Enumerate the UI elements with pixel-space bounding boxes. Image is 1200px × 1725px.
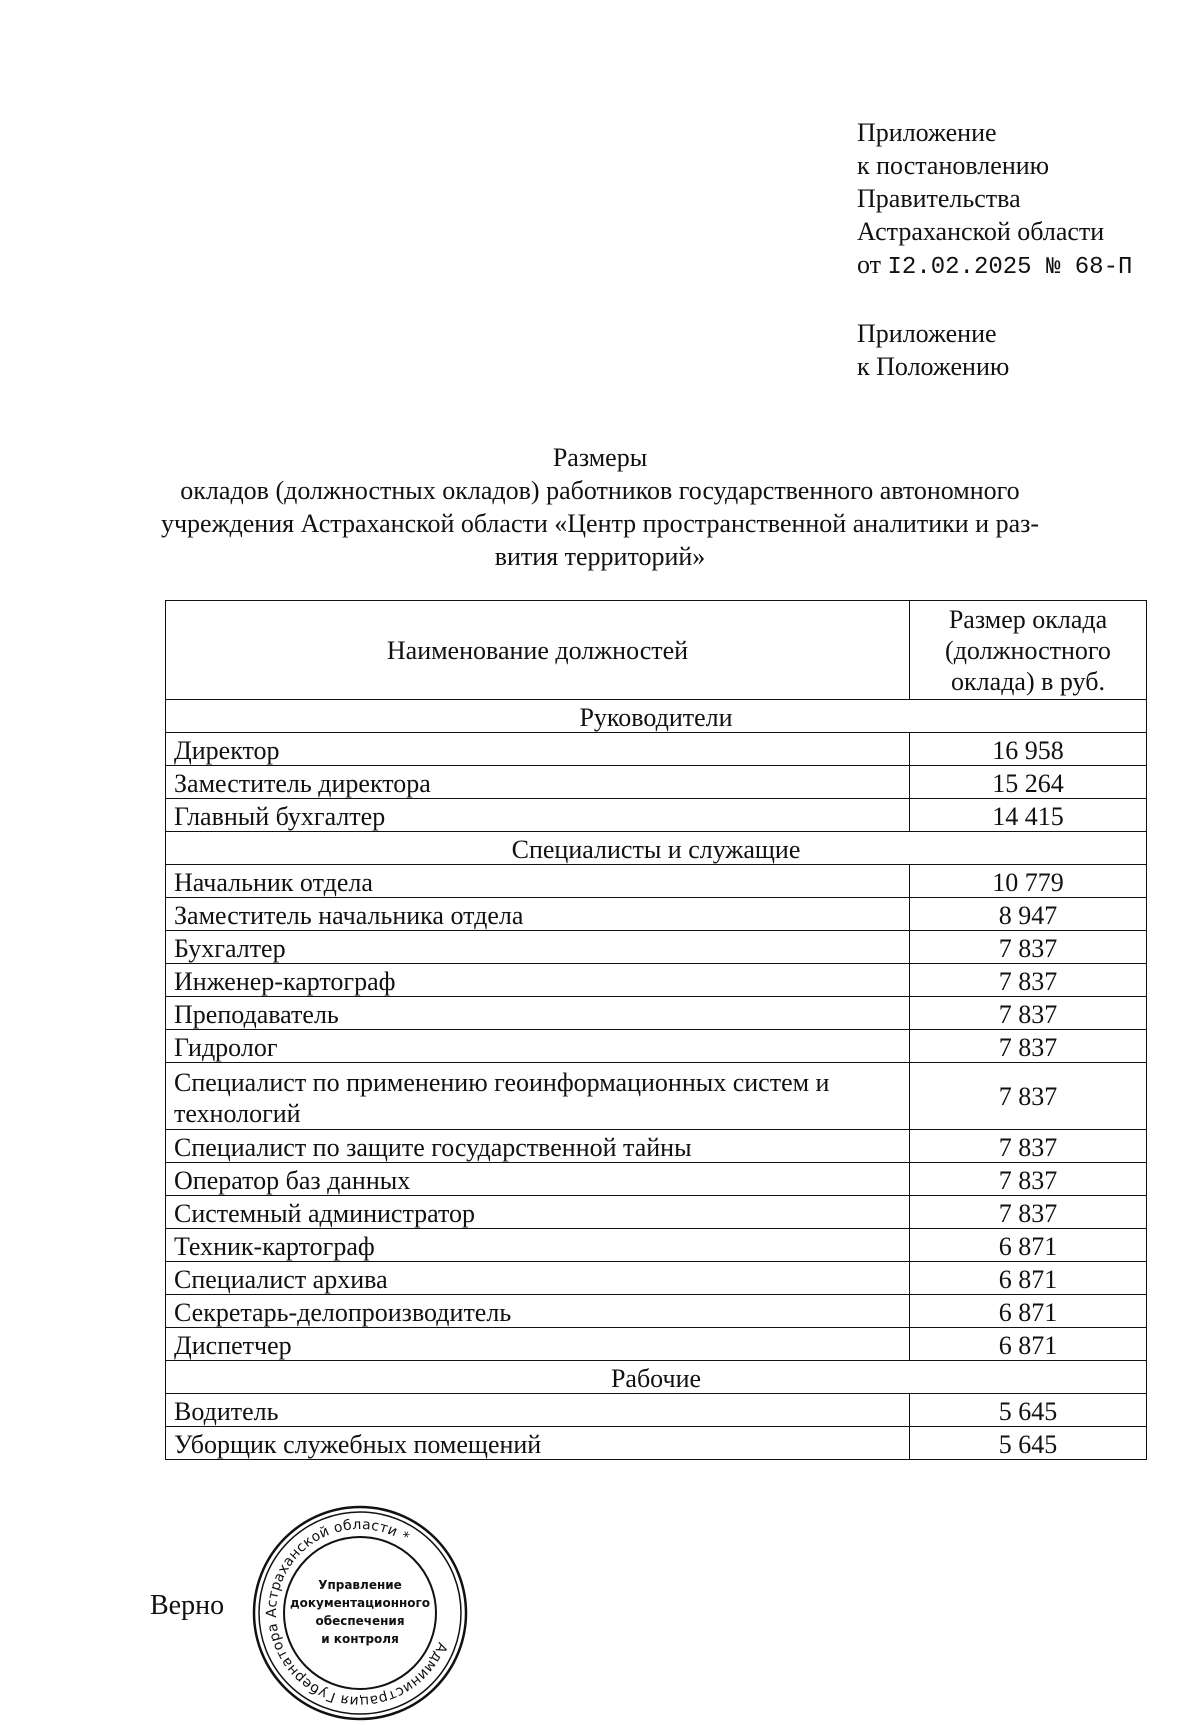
- table-row: [166, 799, 1147, 832]
- appendix-header: [857, 116, 1132, 383]
- col-header-line: Размер оклада: [948, 604, 1108, 634]
- table-header-row: [166, 601, 1147, 700]
- position-name: Водитель: [166, 1394, 910, 1427]
- stamp-center-line: и контроля: [321, 1632, 399, 1646]
- position-name: Гидролог: [166, 1030, 910, 1063]
- position-name: Уборщик служебных помещений: [166, 1427, 910, 1460]
- section-row: [166, 832, 1147, 865]
- salary-value: 7 837: [910, 997, 1147, 1030]
- col-header-salary: [910, 601, 1147, 700]
- header-line: к Положению: [857, 352, 1010, 381]
- table-row: [166, 1063, 1147, 1130]
- position-name: Специалист по защите государственной тайны: [166, 1130, 910, 1163]
- table-row: [166, 1427, 1147, 1460]
- col-header-name: Наименование должностей: [166, 601, 910, 700]
- salary-table: [165, 600, 1147, 1460]
- section-title: Руководители: [166, 700, 1147, 733]
- table-row: [166, 1196, 1147, 1229]
- section-title: Специалисты и служащие: [166, 832, 1147, 865]
- document-title: [60, 441, 1140, 573]
- salary-value: 6 871: [910, 1262, 1147, 1295]
- position-name: Начальник отдела: [166, 865, 910, 898]
- position-name: Техник-картограф: [166, 1229, 910, 1262]
- title-line: учреждения Астраханской области «Центр пространственной аналитики и раз-: [160, 509, 1040, 538]
- header-line: Приложение: [857, 319, 997, 348]
- position-name: Заместитель директора: [166, 766, 910, 799]
- salary-value: 8 947: [910, 898, 1147, 931]
- position-name: Оператор баз данных: [166, 1163, 910, 1196]
- position-name: Специалист по применению геоинформационных систем и технологий: [166, 1063, 910, 1130]
- table-row: [166, 1394, 1147, 1427]
- salary-value: 15 264: [910, 766, 1147, 799]
- table-row: [166, 1295, 1147, 1328]
- table-row: [166, 1130, 1147, 1163]
- table-row: [166, 931, 1147, 964]
- stamp-center-line: документационного: [289, 1596, 431, 1610]
- section-row: [166, 1361, 1147, 1394]
- stamp-center-line: Управление: [318, 1578, 402, 1592]
- header-line: Астраханской области: [857, 217, 1105, 246]
- title-line: вития территорий»: [494, 542, 706, 571]
- header-line: к постановлению: [857, 151, 1050, 180]
- position-name: Бухгалтер: [166, 931, 910, 964]
- salary-value: 6 871: [910, 1295, 1147, 1328]
- salary-value: 7 837: [910, 1030, 1147, 1063]
- salary-value: 14 415: [910, 799, 1147, 832]
- salary-value: 16 958: [910, 733, 1147, 766]
- title-line: окладов (должностных окладов) работников государственного автономного: [180, 476, 1020, 505]
- verno-label: Верно: [150, 1590, 225, 1621]
- table-row: [166, 997, 1147, 1030]
- official-stamp: [250, 1503, 470, 1723]
- table-row: [166, 1229, 1147, 1262]
- table-row: [166, 865, 1147, 898]
- date-prefix: от: [857, 250, 882, 279]
- section-title: Рабочие: [166, 1361, 1147, 1394]
- table-row: [166, 1262, 1147, 1295]
- position-name: Специалист архива: [166, 1262, 910, 1295]
- salary-value: 7 837: [910, 1163, 1147, 1196]
- header-line: Правительства: [857, 184, 1021, 213]
- position-name: Инженер-картограф: [166, 964, 910, 997]
- salary-value: 6 871: [910, 1328, 1147, 1361]
- salary-value: 5 645: [910, 1394, 1147, 1427]
- date-number: I2.02.2025 № 68-П: [887, 254, 1133, 281]
- salary-value: 10 779: [910, 865, 1147, 898]
- table-row: [166, 733, 1147, 766]
- position-name: Главный бухгалтер: [166, 799, 910, 832]
- table-row: [166, 1163, 1147, 1196]
- salary-value: 7 837: [910, 1130, 1147, 1163]
- salary-value: 7 837: [910, 1063, 1147, 1130]
- col-header-line: (должностного: [945, 635, 1111, 665]
- header-line: Приложение: [857, 118, 997, 147]
- table-row: [166, 766, 1147, 799]
- position-name: Диспетчер: [166, 1328, 910, 1361]
- table-row: [166, 898, 1147, 931]
- position-name: Системный администратор: [166, 1196, 910, 1229]
- title-line: Размеры: [552, 443, 648, 472]
- table-row: [166, 964, 1147, 997]
- position-name: Заместитель начальника отдела: [166, 898, 910, 931]
- stamp-ring-text: Администрация Губернатора Астраханской области *: [263, 1516, 451, 1710]
- salary-value: 5 645: [910, 1427, 1147, 1460]
- position-name: Преподаватель: [166, 997, 910, 1030]
- section-row: [166, 700, 1147, 733]
- position-name: Секретарь-делопроизводитель: [166, 1295, 910, 1328]
- svg-text:Администрация Губернатора Астр: [264, 1517, 450, 1709]
- position-name: Директор: [166, 733, 910, 766]
- salary-value: 7 837: [910, 1196, 1147, 1229]
- salary-value: 6 871: [910, 1229, 1147, 1262]
- salary-value: 7 837: [910, 964, 1147, 997]
- table-row: [166, 1328, 1147, 1361]
- stamp-center-line: обеспечения: [315, 1614, 405, 1628]
- table-row: [166, 1030, 1147, 1063]
- col-header-line: оклада) в руб.: [951, 666, 1105, 696]
- salary-value: 7 837: [910, 931, 1147, 964]
